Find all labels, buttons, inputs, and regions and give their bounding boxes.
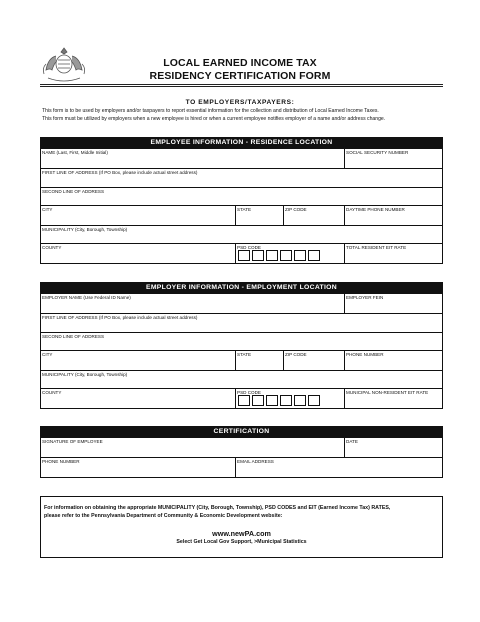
employer-eit-rate-field[interactable] [344,389,442,408]
employee-psd-code-boxes [238,250,320,261]
employee-psd-code-field[interactable] [235,244,344,263]
employee-address-line-1-label: FIRST LINE OF ADDRESS (If PO Box, please include actual street address) [42,170,198,175]
psd-digit-box[interactable] [294,395,306,406]
website-navigation-hint: Select Get Local Gov Support, >Municipal Statistics [176,539,307,545]
employee-name-label: NAME (Last, First, Middle Initial) [42,150,108,155]
website-link[interactable]: www.newPA.com [212,529,271,538]
employee-county-field[interactable] [41,244,235,263]
psd-digit-box[interactable] [266,250,278,261]
employee-name-field[interactable] [41,149,344,168]
employee-city-field[interactable] [41,206,235,225]
employee-psd-code-label: PSD CODE [237,245,261,250]
employee-state-field[interactable] [235,206,283,225]
employer-city-label: CITY [42,352,53,357]
employee-address-line-2-field[interactable] [41,188,442,205]
employee-municipality-label: MUNICIPALITY (City, Borough, Township) [42,227,128,232]
email-address-field[interactable] [235,458,442,477]
employer-state-field[interactable] [235,351,283,370]
employer-name-label: EMPLOYER NAME (Use Federal ID Name) [42,295,131,300]
psd-digit-box[interactable] [280,250,292,261]
employee-municipality-field[interactable] [41,226,442,243]
employer-fein-field[interactable] [344,294,442,313]
to-heading: TO EMPLOYERS/TAXPAYERS: [185,99,295,106]
date-field[interactable] [344,438,442,457]
form-title-line-2: RESIDENCY CERTIFICATION FORM [149,70,331,82]
footer-info-line-1: For information on obtaining the appropriate MUNICIPALITY (City, Borough, Township), PSD CODES and EIT (Earned Income Tax) RATES, [44,505,391,511]
employer-address-line-1-label: FIRST LINE OF ADDRESS (If PO Box, please include actual street address) [42,315,198,320]
intro-line-2: This form must be utilized by employers when a new employee is hired or when a current employee notifies employer of a name and/or address change. [42,116,386,122]
employee-phone-label: DAYTIME PHONE NUMBER [346,207,405,212]
psd-digit-box[interactable] [308,395,320,406]
employee-zip-field[interactable] [283,206,344,225]
employer-name-field[interactable] [41,294,344,313]
employer-zip-field[interactable] [283,351,344,370]
employee-section [40,137,443,264]
employer-address-line-2-label: SECOND LINE OF ADDRESS [42,334,105,339]
psd-digit-box[interactable] [280,395,292,406]
info-footer-box [40,496,443,558]
employer-county-field[interactable] [41,389,235,408]
employee-phone-field[interactable] [344,206,442,225]
employer-zip-label: ZIP CODE [285,352,307,357]
employer-phone-field[interactable] [344,351,442,370]
date-label: DATE [346,439,358,444]
employee-signature-label: SIGNATURE OF EMPLOYEE [42,439,103,444]
psd-digit-box[interactable] [252,395,264,406]
employee-section-header: EMPLOYEE INFORMATION - RESIDENCE LOCATION [41,138,442,148]
employee-state-label: STATE [237,207,252,212]
employee-zip-label: ZIP CODE [285,207,307,212]
employer-address-line-1-field[interactable] [41,314,442,332]
employee-city-label: CITY [42,207,53,212]
psd-digit-box[interactable] [252,250,264,261]
psd-digit-box[interactable] [294,250,306,261]
employer-psd-code-label: PSD CODE [237,390,261,395]
psd-digit-box[interactable] [238,395,250,406]
email-address-label: EMAIL ADDRESS [237,459,274,464]
psd-digit-box[interactable] [266,395,278,406]
employee-county-label: COUNTY [42,245,62,250]
employee-eit-rate-field[interactable] [344,244,442,263]
employer-phone-label: PHONE NUMBER [346,352,384,357]
title-divider [40,84,443,87]
employee-address-line-2-label: SECOND LINE OF ADDRESS [42,189,105,194]
footer-info-line-2: please refer to the Pennsylvania Department of Community & Economic Development website: [44,513,283,519]
employer-state-label: STATE [237,352,252,357]
employer-fein-label: EMPLOYER FEIN [346,295,384,300]
employer-eit-rate-label: MUNICIPAL NON-RESIDENT EIT RATE [346,390,429,395]
employee-address-line-1-field[interactable] [41,169,442,187]
employee-ssn-label: SOCIAL SECURITY NUMBER [346,150,409,155]
employee-eit-rate-label: TOTAL RESIDENT EIT RATE [346,245,407,250]
certification-phone-field[interactable] [41,458,235,477]
employee-signature-field[interactable] [41,438,344,457]
employer-section-header: EMPLOYER INFORMATION - EMPLOYMENT LOCATION [41,283,442,293]
employer-section [40,282,443,409]
employer-address-line-2-field[interactable] [41,333,442,350]
employer-psd-code-boxes [238,395,320,406]
certification-phone-label: PHONE NUMBER [42,459,80,464]
employer-county-label: COUNTY [42,390,62,395]
employee-ssn-field[interactable] [344,149,442,168]
employer-municipality-field[interactable] [41,371,442,388]
form-title-line-1: LOCAL EARNED INCOME TAX [163,57,317,69]
employer-city-field[interactable] [41,351,235,370]
employer-psd-code-field[interactable] [235,389,344,408]
psd-digit-box[interactable] [308,250,320,261]
employer-municipality-label: MUNICIPALITY (City, Borough, Township) [42,372,128,377]
certification-section-header: CERTIFICATION [41,427,442,437]
certification-section [40,426,443,478]
psd-digit-box[interactable] [238,250,250,261]
intro-line-1: This form is to be used by employers and/or taxpayers to report essential information for the collection and distribution of Local Earned Income Taxes. [42,108,379,114]
